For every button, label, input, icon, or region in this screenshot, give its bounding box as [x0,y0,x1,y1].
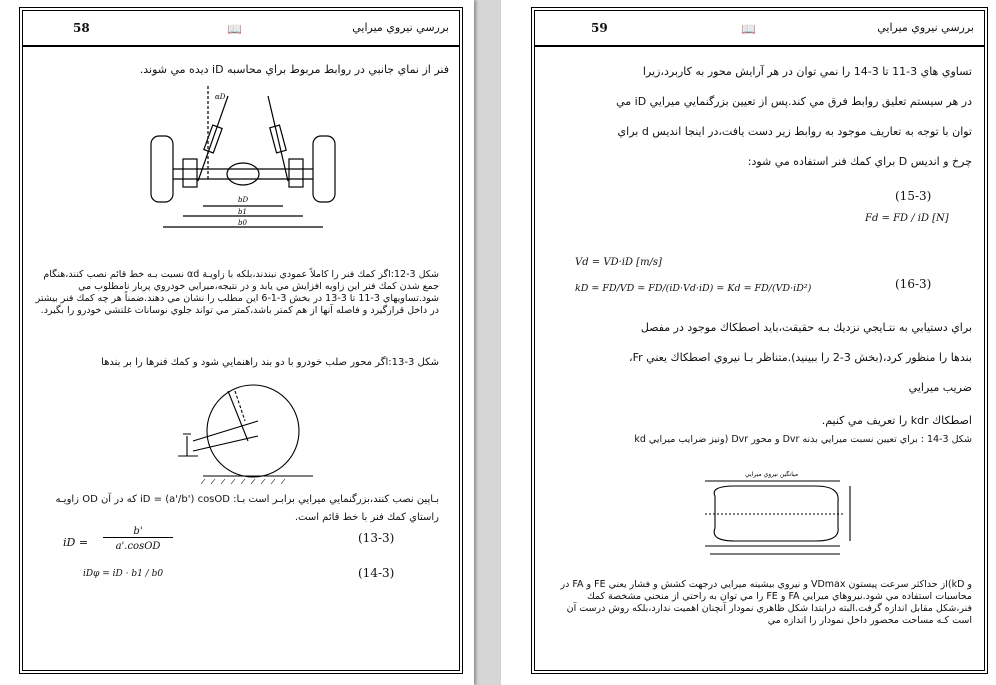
svg-text:b0: b0 [238,219,247,227]
equation-14: iDφ = iD · b1 / b0 [83,569,164,579]
equation-15: Fd = FD / iD [N] [865,213,949,224]
line: براي دستيابي به نتـايجي نزديك بـه حقيقت،بايد اصطکاك موجود در مفصل [640,321,972,334]
page-frame [534,10,985,671]
intro-text: فنر از نماي جانبي در روابط مربوط براي محاسبه iD ديده مي شوند. [139,63,449,76]
page-header [535,11,984,47]
chart-label: ميانگين نيروي ميرايي [745,471,799,478]
equation-13-numerator: b' [103,526,173,538]
page-59 [501,0,996,685]
line: تساوي هاي 3-11 تا 3-14 را نمي توان در هر آرايش محور به کاربرد،زيرا [642,65,972,78]
equation-13-lhs: iD = [63,536,89,549]
svg-text:b1: b1 [238,208,247,216]
figure-12-axle-diagram [143,81,383,241]
figure-14-damper-loop [690,466,865,561]
page-header [23,11,459,47]
header-title: بررسي نيروي ميرايي [352,21,449,34]
book-icon: 📖 [227,22,242,36]
page-frame [22,10,460,671]
bottom-paragraph: و kD)از حداکثر سرعت پيستون VDmax و نيروي بيشينه ميرايي درجهت کشش و فشار يعني FE و FA در محاسبات استفاده مي شود.نيروهاي ميرايي FA و FE را مي توان به راحتي از منحني مشخصة کمك فنر،شکل مقابل اندازه گرفت.البته درابتدا شکل ظاهري نمودار آنچنان اهميت ندارد،بلکه روش درست آن است کـه مساحت محصور داخل نمودار را اندازه مي [560,579,972,626]
equation-14-number: (14-3) [358,566,395,580]
line: در هر سيستم تعليق روابط فرق مي کند.پس از تعيين بزرگنمايي ميرايي iD مي [616,95,972,108]
page-number: 58 [73,21,90,35]
line: بندها را منظور کرد،(بخش 3-2 را ببينيد).متناظر بـا نيروي اصطکاك يعني Fr، [629,351,972,364]
figure-13-wheel-diagram [173,376,333,486]
equation-13-denominator: a'.cosOD [115,541,161,552]
line: چرخ و انديس D براي کمك فنر استفاده مي شود: [747,155,972,168]
equation-16: kD = FD/VD = FD/(iD·Vd·iD) = Kd = FD/(VD·iD²) [575,283,812,294]
figure-13-caption: شکل 3-13:اگر محور صلب خودرو با دو بند راهنمايي شود و کمك فنرها را بر بندها [101,357,439,368]
damping-ratio-text-2: راستاي کمك فنر با خط قائم است. [294,512,439,523]
damping-ratio-text: بـاپين نصب کنند،بزرگنمايي ميرايي برابـر است بـا: iD = (a'/b') cosOD که در آن OD زاويـه [55,494,439,505]
line: توان با توجه به تعاريف موجود به روابط زير دست يافت،در اينجا انديس d براي [617,125,972,138]
figure-14-caption: شکل 3-14 : براي تعيين نسبت ميرايي بدنه Dvr و محور Dvr (ونيز ضرايب ميرايي kd [634,434,972,445]
header-title: بررسي نيروي ميرايي [877,21,974,34]
figure-12-caption: شکل 3-12:اگر کمك فنر را کاملاً عمودي نبندند،بلکه با زاويـة αd نسبت بـه خط قائم نصب کنند،هنگام جمع شدن کمك فنر اين زاويه افزايش مي يابد و در نتيجه،ميرايي خودروي پربار نامطلوب مي شود.تساويهاي 3-11 تا 3-13 در بخش 3-1-6 اين مطلب را نشان مي دهند.ضمناً هر چه کمك فنر بيشتر در داخل قرارگيرد و فاصله آنها از هم کمتر باشد،کمتر مي تواند جلوي نوسانات غلتشي خودرو را بگيرد. [35,269,439,316]
svg-text:αD: αD [215,93,226,101]
page-gutter [474,0,501,685]
page-number: 59 [591,21,608,35]
book-icon: 📖 [741,22,756,36]
equation-vd: Vd = VD·iD [m/s] [575,257,662,268]
equation-13-number: (13-3) [358,531,395,545]
paragraph-1 [557,57,972,177]
friction-line: اصطکاك kdr را تعريف مي کنيم. [821,414,972,427]
paragraph-2 [557,313,972,403]
equation-15-number: (15-3) [895,189,932,203]
page-58 [0,0,474,685]
svg-text:bD: bD [238,196,249,204]
line: ضريب ميرايي [908,381,972,394]
equation-16-number: (16-3) [895,277,932,291]
